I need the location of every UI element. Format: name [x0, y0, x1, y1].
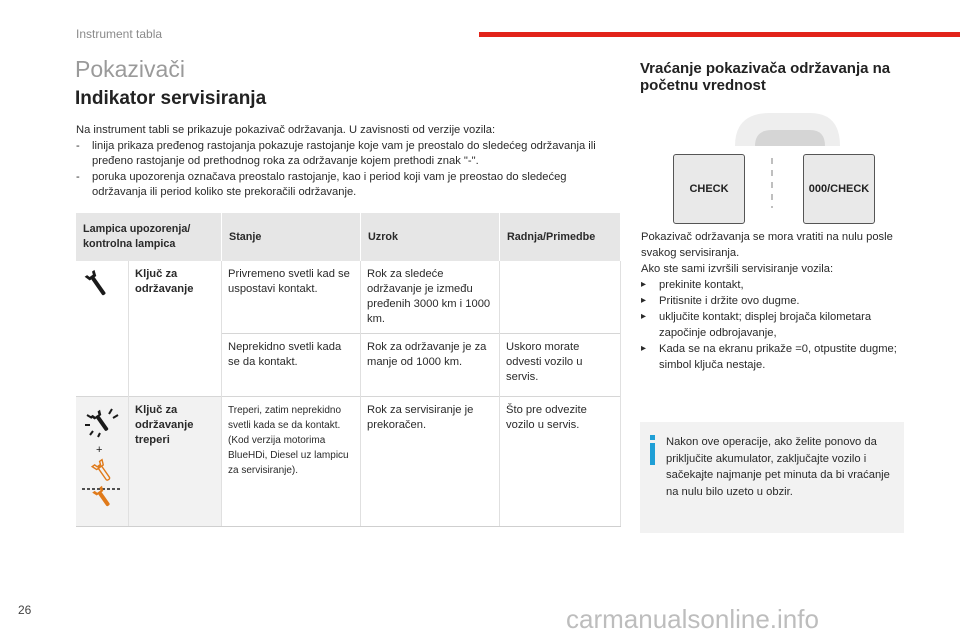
intro-text	[76, 123, 621, 201]
step-text: uključite kontakt; displej brojača kilometara započinje odbrojavanje,	[659, 311, 872, 339]
step-text: prekinite kontakt,	[659, 279, 744, 291]
info-icon	[649, 435, 657, 465]
cell-uzrok: Rok za servisiranje je prekoračen.	[361, 397, 500, 527]
cell-stanje: Neprekidno svetli kada se da kontakt.	[222, 334, 361, 397]
wrench-icon	[82, 269, 112, 299]
table-row	[76, 397, 621, 527]
flashing-wrench-icons	[82, 405, 122, 513]
cell-radnja: Uskoro morate odvesti vozilo u servis.	[500, 334, 621, 397]
arrow-icon: ▸	[641, 295, 647, 306]
col-header-uzrok: Uzrok	[361, 213, 500, 261]
reset-lead: Ako ste sami izvršili servisiranje vozila:	[641, 263, 834, 275]
step-text: Pritisnite i držite ovo dugme.	[659, 295, 800, 307]
arrow-icon: ▸	[641, 311, 647, 322]
intro-bullet-text: linija prikaza pređenog rastojanja pokazuje rastojanje koje vam je preostalo do sledećeg održavanja ili pređeno rastojanje od prethodnog roka za održavanje kojem prethodi znak "-".	[92, 139, 596, 167]
col-header-radnja: Radnja/Primedbe	[500, 213, 621, 261]
cell-uzrok: Rok za sledeće održavanje je između pređenih 3000 km i 1000 km.	[361, 261, 500, 334]
orange-wrench-outline-icon	[92, 460, 113, 483]
lamp-name: Ključ za održavanje treperi	[129, 397, 222, 527]
cell-radnja	[500, 261, 621, 334]
table-header-row	[76, 213, 621, 261]
lamp-name: Ključ za održavanje	[129, 261, 222, 397]
step-item	[641, 277, 911, 293]
breadcrumb: Instrument tabla	[76, 27, 163, 41]
step-item	[641, 293, 911, 309]
col-header-stanje: Stanje	[222, 213, 361, 261]
step-item	[641, 341, 911, 373]
info-text: Nakon ove operacije, ako želite ponovo da priključite akumulator, zaključajte vozilo i sačekajte najmanje pet minuta da bi vraćanje na nulu bilo uzeto u obzir.	[666, 436, 890, 498]
arrow-icon: ▸	[641, 343, 647, 354]
dash-marker: -	[76, 139, 80, 152]
reset-section-title: Vraćanje pokazivača održavanja na početnu vrednost	[640, 60, 891, 94]
check-button[interactable]: CHECK	[673, 154, 745, 224]
dash-marker: -	[76, 170, 80, 183]
service-indicator-table	[76, 213, 621, 527]
reset-paragraph: Pokazivač održavanja se mora vratiti na nulu posle svakog servisiranja.	[641, 231, 893, 259]
intro-bullet	[76, 139, 621, 170]
intro-bullet-text: poruka upozorenja označava preostalo rastojanje, kao i period koji vam je preostao do sledećeg održavanja ili period koliko ste prekoračili održavanje.	[92, 170, 567, 198]
arrow-icon: ▸	[641, 279, 647, 290]
cell-stanje: Treperi, zatim neprekidno svetli kada se da kontakt. (Kod verzija motorima BlueHDi, Diesel uz lampicu za servisiranje).	[222, 397, 361, 527]
flashing-wrench-icon	[85, 409, 118, 437]
step-text: Kada se na ekranu prikaže =0, otpustite dugme; simbol ključa nestaje.	[659, 343, 897, 371]
cell-radnja: Što pre odvezite vozilo u servis.	[500, 397, 621, 527]
reset-instructions	[641, 229, 911, 373]
intro-lead: Na instrument tabli se prikazuje pokazivač održavanja. U zavisnosti od verzije vozila:	[76, 124, 496, 136]
col-header-lamp: Lampica upozorenja/ kontrolna lampica	[76, 213, 222, 261]
dashboard-illustration	[660, 108, 900, 228]
cell-uzrok: Rok za održavanje je za manje od 1000 km.	[361, 334, 500, 397]
plus-sign: +	[96, 444, 103, 456]
info-note	[640, 422, 904, 533]
table-row	[76, 261, 621, 334]
page-number: 26	[18, 603, 32, 617]
intro-bullet	[76, 170, 621, 201]
page-title: Pokazivači	[75, 56, 185, 82]
cell-stanje: Privremeno svetli kad se uspostavi kontakt.	[222, 261, 361, 334]
section-title: Indikator servisiranja	[75, 88, 267, 109]
lamp-cell	[76, 397, 129, 527]
accent-bar	[479, 32, 960, 37]
reset-check-button[interactable]: 000/CHECK	[803, 154, 875, 224]
watermark: carmanualsonline.info	[566, 604, 819, 634]
step-item	[641, 309, 911, 341]
lamp-cell	[76, 261, 129, 397]
